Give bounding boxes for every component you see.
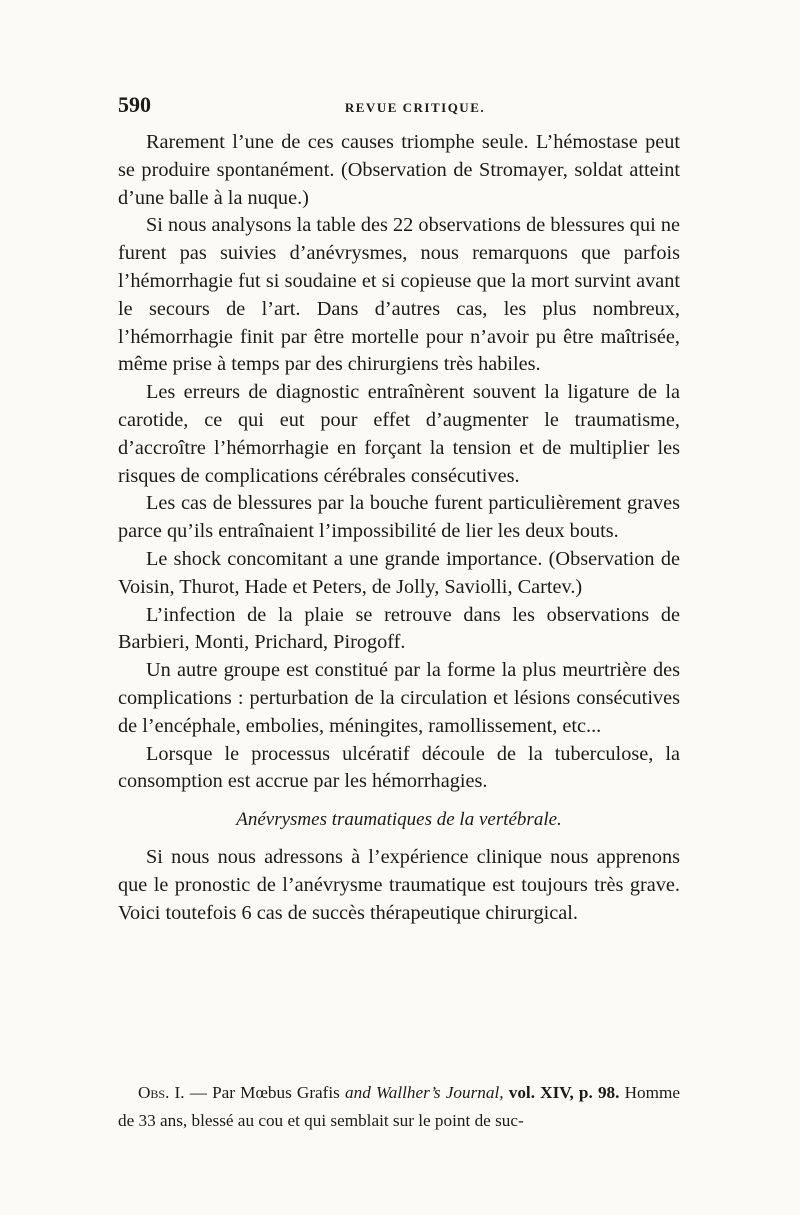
- paragraph: Lorsque le processus ulcératif découle de la tuberculose, la consomption est accrue par les hémorrhagies.: [118, 742, 680, 793]
- running-head: REVUE CRITIQUE.: [344, 100, 486, 115]
- footnote-volume: vol. XIV, p. 98.: [503, 1083, 620, 1102]
- footnote-lead: Obs. I.: [138, 1083, 185, 1102]
- paragraph: Le shock concomitant a une grande importance. (Observation de Voisin, Thurot, Hade et Peters, de Jolly, Saviolli, Cartev.): [118, 547, 680, 598]
- paragraph: Rarement l’une de ces causes triomphe seule. L’hémostase peut se produire spontanément. (Observation de Stromayer, soldat atteint d’une balle à la nuque.): [118, 131, 680, 209]
- page-number: 590: [118, 92, 151, 117]
- section-heading: Anévrysmes traumatiques de la vertébrale.: [236, 809, 562, 831]
- paragraph: Un autre groupe est constitué par la forme la plus meurtrière des complications : perturbation de la circulation et lésions consécutives de l’encéphale, embolies, méningites, ramollissement, etc...: [118, 659, 680, 737]
- paragraph: L’infection de la plaie se retrouve dans les observations de Barbieri, Monti, Prichard, Pirogoff.: [118, 603, 680, 654]
- paragraph: Les erreurs de diagnostic entraînèrent souvent la ligature de la carotide, ce qui eut pour effet d’augmenter le traumatisme, d’accroître l’hémorrhagie en forçant la tension et de multiplier les risques de complications cérébrales consécutives.: [118, 381, 680, 487]
- paragraph: Si nous nous adressons à l’expérience clinique nous apprenons que le pronostic de l’anévrysme traumatique est toujours très grave. Voici toutefois 6 cas de succès thérapeutique chirurgical.: [118, 845, 680, 924]
- footnote-text: Homme de 33 ans, blessé au cou et qui semblait sur le point de suc-: [118, 1083, 680, 1130]
- footnote: [118, 1079, 680, 1135]
- paragraph: Si nous analysons la table des 22 observations de blessures qui ne furent pas suivies d’anévrysmes, nous remarquons que parfois l’hémorrhagie fut si soudaine et si copieuse que la mort survint avant le secours de l’art. Dans d’autres cas, les plus nombreux, l’hémorrhagie finit par être mortelle pour n’avoir pu être maîtrisée, même prise à temps par des chirurgiens très habiles.: [118, 214, 680, 376]
- body-text: [118, 129, 680, 927]
- footnote-paragraph: [118, 1079, 680, 1135]
- footnote-journal: and Wallher’s Journal,: [345, 1083, 504, 1102]
- footnote-author: — Par Mœbus Grafis: [184, 1083, 346, 1102]
- paragraph: Les cas de blessures par la bouche furent particulièrement graves parce qu’ils entraînaient l’impossibilité de lier les deux bouts.: [118, 492, 680, 543]
